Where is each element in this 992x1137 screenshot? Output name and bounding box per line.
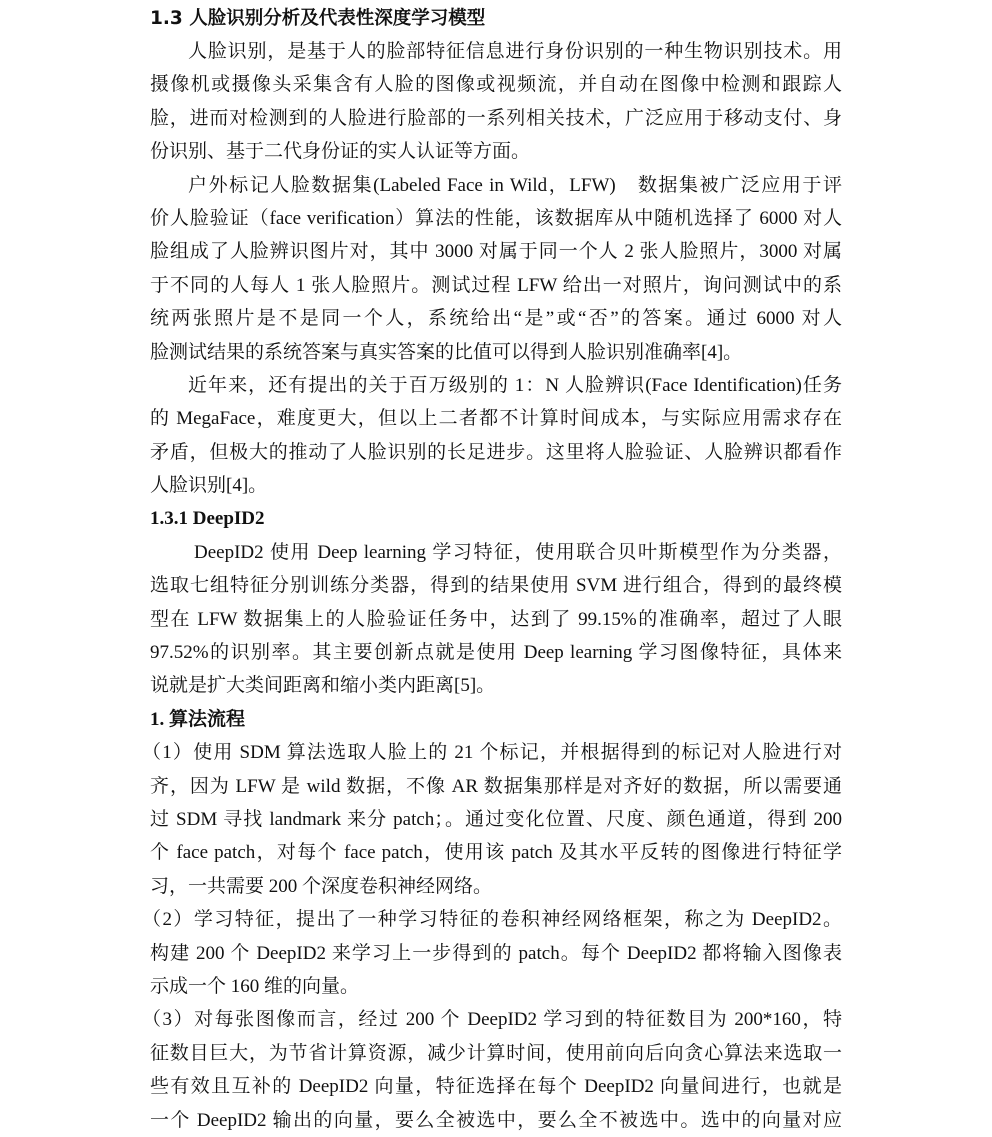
text-line: 脸测试结果的系统答案与真实答案的比值可以得到人脸识别准确率[4]。 <box>150 341 743 363</box>
text-line: 齐，因为 LFW 是 wild 数据，不像 AR 数据集那样是对齐好的数据，所以需要通 <box>150 775 842 797</box>
text-line: 选取七组特征分别训练分类器，得到的结果使用 SVM 进行组合，得到的最终模 <box>150 575 842 597</box>
text-line: 脸组成了人脸辨识图片对，其中 3000 对属于同一个人 2 张人脸照片，3000 对属 <box>150 241 842 263</box>
text-line: 习，一共需要 200 个深度卷积神经网络。 <box>150 875 493 897</box>
text-line: （1）使用 SDM 算法选取人脸上的 21 个标记，并根据得到的标记对人脸进行对 <box>142 742 842 764</box>
text-line: 近年来，还有提出的关于百万级别的 1：N 人脸辨识(Face Identification)任务 <box>188 374 842 396</box>
text-line: 个 face patch，对每个 face patch，使用该 patch 及其水平反转的图像进行特征学 <box>150 842 842 864</box>
paragraph-face-recognition-intro <box>150 35 842 169</box>
text-line: 97.52%的识别率。其主要创新点就是使用 Deep learning 学习图像特征，具体来 <box>150 642 842 664</box>
text-line: 价人脸验证（face verification）算法的性能，该数据库从中随机选择了 6000 对人 <box>150 207 842 229</box>
text-line: 脸，进而对检测到的人脸进行脸部的一系列相关技术，广泛应用于移动支付、身 <box>150 107 842 129</box>
paragraph-deepid2-overview <box>150 536 842 703</box>
text-line: DeepID2 使用 Deep learning 学习特征，使用联合贝叶斯模型作为分类器， <box>194 541 842 563</box>
document-page <box>142 0 842 1137</box>
algorithm-step-3 <box>142 1003 842 1137</box>
algorithm-heading: 1. 算法流程 <box>150 708 246 730</box>
text-line: （3）对每张图像而言，经过 200 个 DeepID2 学习到的特征数目为 200*160，特 <box>142 1009 842 1031</box>
subsection-heading: 1.3.1 DeepID2 <box>150 508 265 530</box>
text-line: 人脸识别，是基于人的脸部特征信息进行身份识别的一种生物识别技术。用 <box>188 41 842 62</box>
text-line: 于不同的人每人 1 张人脸照片。测试过程 LFW 给出一对照片，询问测试中的系 <box>150 274 842 296</box>
text-line: 统两张照片是不是同一个人，系统给出“是”或“否”的答案。通过 6000 对人 <box>150 308 842 330</box>
text-line: 的 MegaFace，难度更大，但以上二者都不计算时间成本，与实际应用需求存在 <box>150 408 842 430</box>
text-line: 过 SDM 寻找 landmark 来分 patch；。通过变化位置、尺度、颜色通道，得到 200 <box>150 808 842 830</box>
text-line: 户外标记人脸数据集(Labeled Face in Wild，LFW) 数据集被广泛应用于评 <box>188 174 842 196</box>
text-line: 说就是扩大类间距离和缩小类内距离[5]。 <box>150 675 496 697</box>
section-heading: 1.3 人脸识别分析及代表性深度学习模型 <box>150 8 486 29</box>
text-line: 矛盾，但极大的推动了人脸识别的长足进步。这里将人脸验证、人脸辨识都看作 <box>150 441 842 463</box>
text-line: 份识别、基于二代身份证的实人认证等方面。 <box>150 141 531 163</box>
paragraph-lfw-dataset <box>150 169 842 369</box>
text-line: （2）学习特征，提出了一种学习特征的卷积神经网络框架，称之为 DeepID2。 <box>142 909 842 931</box>
paragraph-megaface <box>150 369 842 503</box>
text-line: 征数目巨大，为节省计算资源，减少计算时间，使用前向后向贪心算法来选取一 <box>150 1042 842 1064</box>
text-line: 一个 DeepID2 输出的向量，要么全被选中，要么全不被选中。选中的向量对应 <box>150 1109 842 1131</box>
text-line: 构建 200 个 DeepID2 来学习上一步得到的 patch。每个 DeepID2 都将输入图像表 <box>150 942 842 964</box>
text-line: 示成一个 160 维的向量。 <box>150 975 360 997</box>
text-line: 些有效且互补的 DeepID2 向量，特征选择在每个 DeepID2 向量间进行，也就是 <box>150 1076 842 1098</box>
text-line: 型在 LFW 数据集上的人脸验证任务中，达到了 99.15%的准确率，超过了人眼 <box>150 608 842 630</box>
algorithm-step-2 <box>142 903 842 1003</box>
text-line: 人脸识别[4]。 <box>150 475 268 497</box>
algorithm-step-1 <box>142 736 842 903</box>
text-line: 摄像机或摄像头采集含有人脸的图像或视频流，并自动在图像中检测和跟踪人 <box>150 74 842 96</box>
